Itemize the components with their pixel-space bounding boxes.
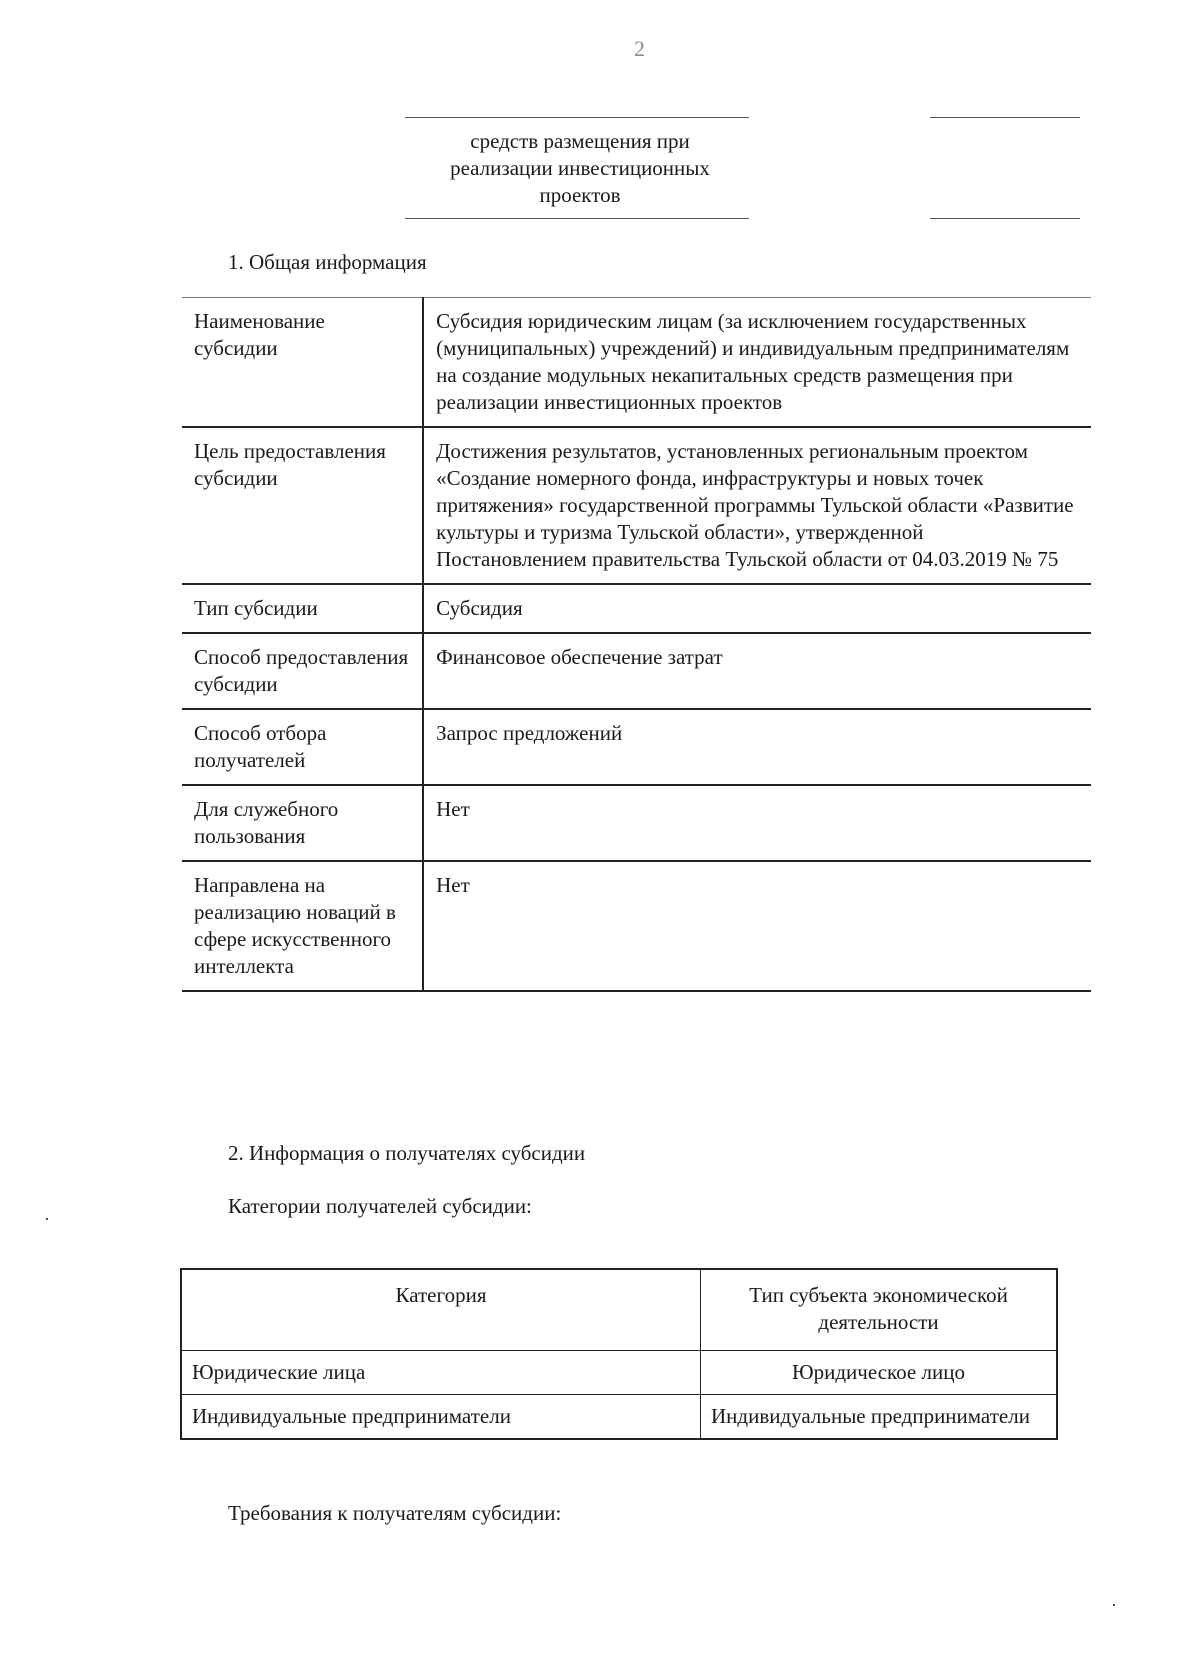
- row-value: Достижения результатов, установленных региональным проектом «Создание номерного фонда, инфраструктуры и новых точек притяжения» государственной программы Тульской области «Развитие культуры и туризма Тульской области», утвержденной Постановлением правительства Тульской области от 04.03.2019 № 75: [423, 427, 1091, 584]
- header-rule-top-right: [930, 117, 1080, 118]
- table-cell: Индивидуальные предприниматели: [701, 1395, 1058, 1440]
- row-value: Нет: [423, 861, 1091, 991]
- column-header: Тип субъекта экономической деятельности: [701, 1269, 1058, 1351]
- row-label: Способ предоставления субсидии: [182, 633, 423, 709]
- row-value: Запрос предложений: [423, 709, 1091, 785]
- table-cell: Юридические лица: [181, 1351, 701, 1395]
- table-row: [182, 785, 1091, 861]
- requirements-caption: Требования к получателям субсидии:: [228, 1501, 562, 1525]
- categories-caption: Категории получателей субсидии:: [228, 1194, 532, 1218]
- row-value: Субсидия: [423, 584, 1091, 633]
- row-label: Направлена на реализацию новаций в сфере искусственного интеллекта: [182, 861, 423, 991]
- table-cell: Индивидуальные предприниматели: [181, 1395, 701, 1440]
- row-label: Наименование субсидии: [182, 298, 423, 428]
- table-row: [182, 584, 1091, 633]
- table-row: [182, 298, 1091, 428]
- recipient-categories-table: [180, 1268, 1058, 1440]
- column-header: Категория: [181, 1269, 701, 1351]
- table-cell: Юридическое лицо: [701, 1351, 1058, 1395]
- row-label: Для служебного пользования: [182, 785, 423, 861]
- page-number: 2: [634, 36, 645, 61]
- row-value: Нет: [423, 785, 1091, 861]
- row-value: Субсидия юридическим лицам (за исключением государственных (муниципальных) учреждений) и индивидуальным предпринимателям на создание модульных некапитальных средств размещения при реализации инвестиционных проектов: [423, 298, 1091, 428]
- table-header-row: [181, 1269, 1057, 1351]
- row-label: Способ отбора получателей: [182, 709, 423, 785]
- header-rule-bottom-left: [405, 218, 749, 219]
- table-row: [182, 427, 1091, 584]
- table-row: [182, 861, 1091, 991]
- table-row: [182, 709, 1091, 785]
- row-value: Финансовое обеспечение затрат: [423, 633, 1091, 709]
- scan-speck: [46, 1218, 48, 1220]
- header-rule-bottom-right: [930, 218, 1080, 219]
- header-fragment-line: реализации инвестиционных: [450, 156, 710, 180]
- section1-heading: 1. Общая информация: [228, 250, 427, 274]
- table-row: [182, 633, 1091, 709]
- table-row: [181, 1351, 1057, 1395]
- header-fragment-line: средств размещения при: [470, 129, 690, 153]
- header-fragment: [400, 128, 760, 209]
- section2-heading: 2. Информация о получателях субсидии: [228, 1141, 586, 1165]
- row-label: Тип субсидии: [182, 584, 423, 633]
- header-rule-top-left: [405, 117, 749, 118]
- table-row: [181, 1395, 1057, 1440]
- scan-speck: [1113, 1604, 1115, 1606]
- row-label: Цель предоставления субсидии: [182, 427, 423, 584]
- header-fragment-line: проектов: [539, 183, 621, 207]
- general-info-table: [182, 297, 1091, 992]
